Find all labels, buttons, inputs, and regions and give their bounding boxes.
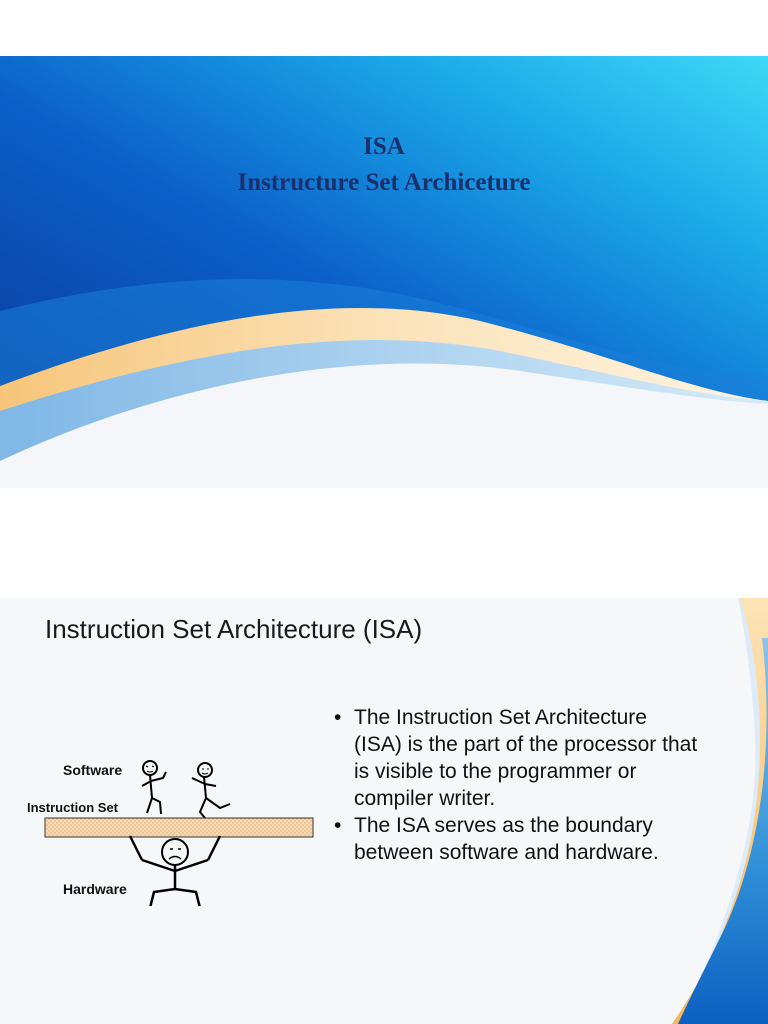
instruction-set-plank — [45, 818, 313, 837]
bullet-item: • The Instruction Set Architecture (ISA) is the part of the processor that is visible to the programmer or compiler writer. — [334, 706, 698, 810]
slide-title-line-2: Instructure Set Archiceture — [237, 169, 531, 196]
bullet-text: The Instruction Set Architecture (ISA) is the part of the processor that is visible to the programmer or compiler writer. — [354, 706, 698, 810]
software-label: Software — [63, 762, 123, 778]
software-stick-figure-2 — [192, 763, 230, 818]
title-slide — [0, 56, 768, 488]
title-slide-background — [0, 56, 768, 488]
content-slide — [0, 598, 768, 1024]
slide-heading: Instruction Set Architecture (ISA) — [45, 614, 423, 644]
bullet-text: The ISA serves as the boundary between software and hardware. — [354, 814, 659, 864]
instruction-set-label: Instruction Set — [27, 800, 119, 815]
hardware-label: Hardware — [63, 881, 127, 897]
bullet-list — [330, 704, 700, 866]
slide-title-line-1: ISA — [363, 133, 405, 160]
hardware-stick-figure — [130, 836, 220, 906]
bullet-item: • The ISA serves as the boundary between software and hardware. — [334, 814, 659, 864]
software-stick-figure-1 — [142, 761, 166, 814]
